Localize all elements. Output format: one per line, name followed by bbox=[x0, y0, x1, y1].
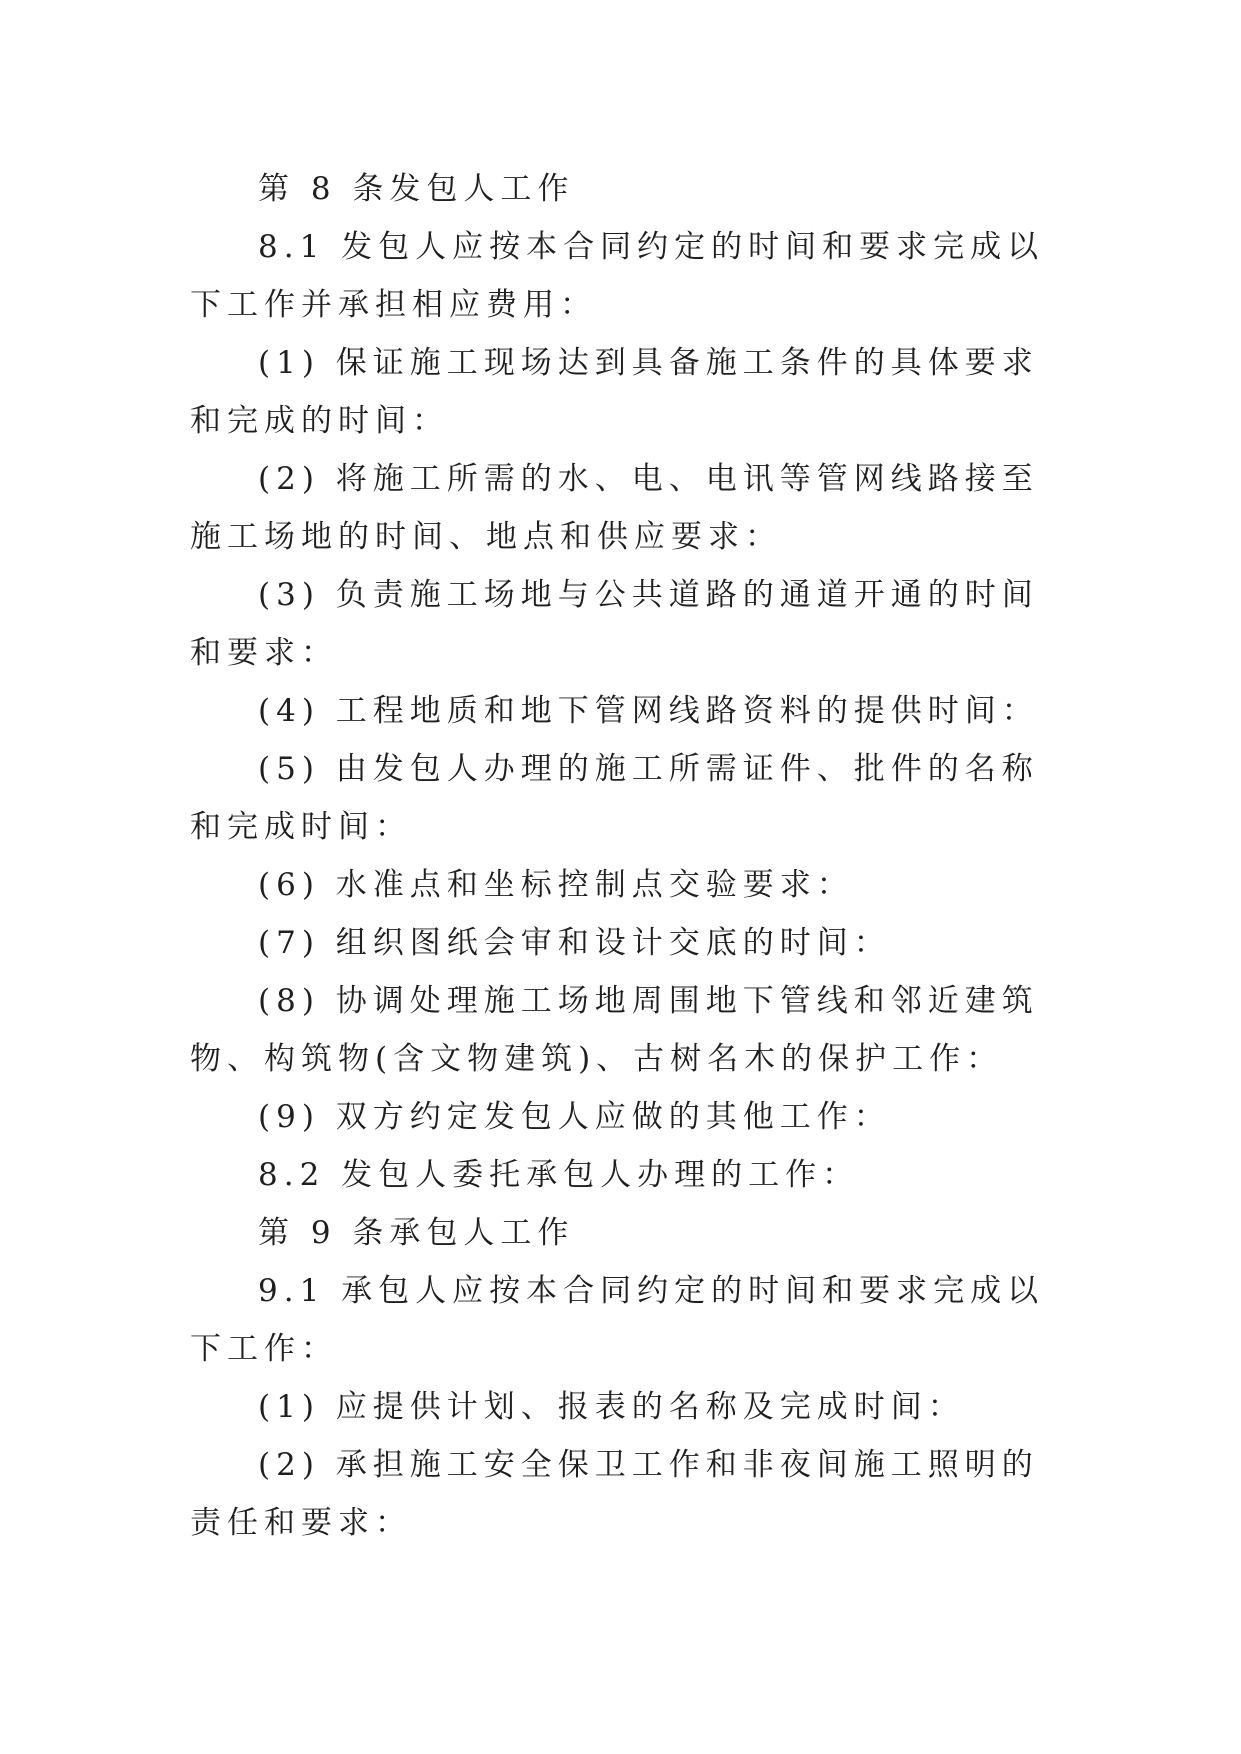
list-item-8-1-9: (9) 双方约定发包人应做的其他工作： bbox=[258, 1099, 891, 1135]
list-item-8-1-6: (6) 水准点和坐标控制点交验要求： bbox=[258, 867, 854, 903]
list-item-9-1-2: (2) 承担施工安全保卫工作和非夜间施工照明的责任和要求： bbox=[190, 1447, 1039, 1541]
section-heading-9: 第 9 条承包人工作 bbox=[258, 1215, 575, 1251]
clause-8-1: 8.1 发包人应按本合同约定的时间和要求完成以下工作并承担相应费用： bbox=[190, 229, 1045, 323]
clause-9-1: 9.1 承包人应按本合同约定的时间和要求完成以下工作： bbox=[190, 1273, 1045, 1367]
list-item-8-1-2: (2) 将施工所需的水、电、电讯等管网线路接至施工场地的时间、地点和供应要求： bbox=[190, 461, 1039, 555]
list-item-8-1-5: (5) 由发包人办理的施工所需证件、批件的名称和完成时间： bbox=[190, 751, 1039, 845]
list-item-8-1-1: (1) 保证施工现场达到具备施工条件的具体要求和完成的时间： bbox=[190, 345, 1039, 439]
list-item-8-1-4: (4) 工程地质和地下管网线路资料的提供时间： bbox=[258, 693, 1039, 729]
list-item-8-1-7: (7) 组织图纸会审和设计交底的时间： bbox=[258, 925, 891, 961]
list-item-8-1-8: (8) 协调处理施工场地周围地下管线和邻近建筑物、构筑物(含文物建筑)、古树名木的保护工作： bbox=[190, 983, 1039, 1077]
list-item-8-1-3: (3) 负责施工场地与公共道路的通道开通的时间和要求： bbox=[190, 577, 1039, 671]
list-item-9-1-1: (1) 应提供计划、报表的名称及完成时间： bbox=[258, 1389, 965, 1425]
section-heading-8: 第 8 条发包人工作 bbox=[258, 171, 575, 207]
document-body bbox=[190, 160, 1055, 1552]
clause-8-2: 8.2 发包人委托承包人办理的工作： bbox=[258, 1157, 860, 1193]
